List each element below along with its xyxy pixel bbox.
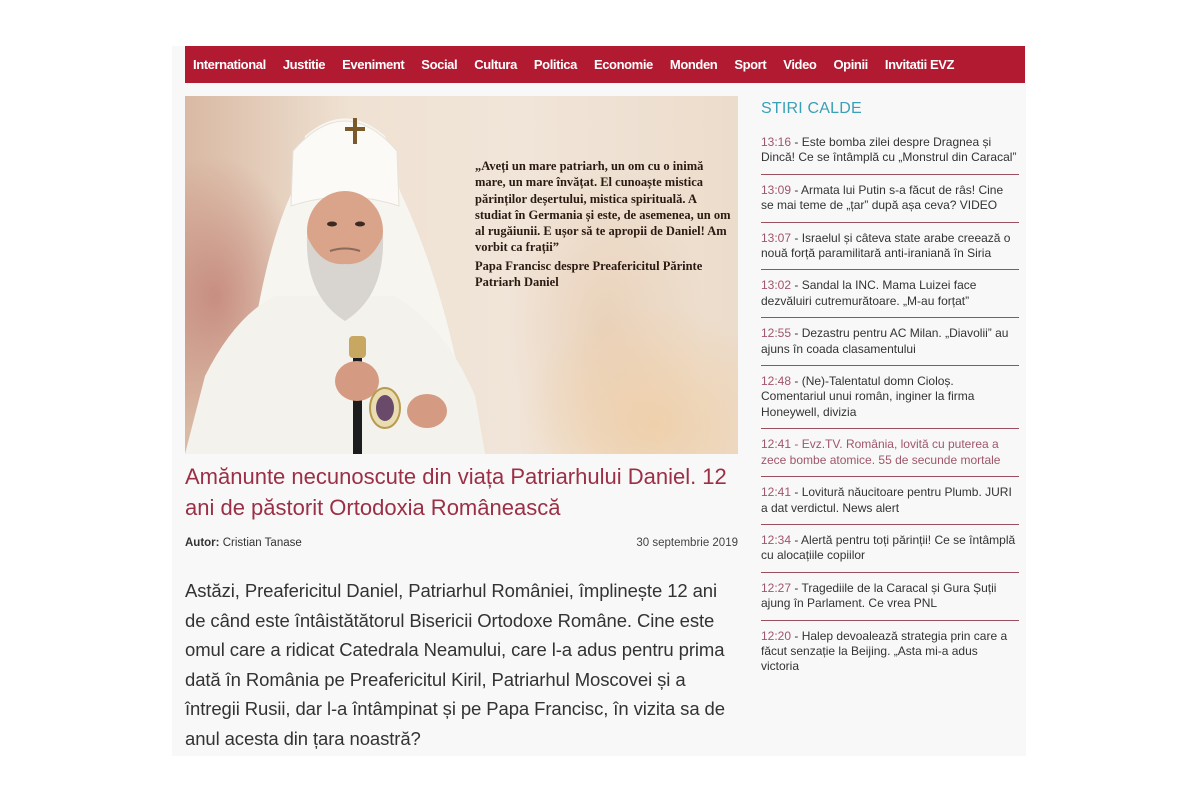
news-time: 12:20 — [761, 628, 792, 643]
news-headline[interactable]: Dezastru pentru AC Milan. „Diavolii” au ajuns în coada clasamentului — [761, 326, 1009, 356]
hero-image[interactable] — [185, 96, 738, 454]
news-item[interactable]: 12:20 - Halep devoalează strategia prin care a făcut senzație la Beijing. „Asta mi-a adus victoria — [761, 628, 1008, 674]
news-time: 12:34 — [761, 532, 792, 547]
news-time: 13:07 — [761, 230, 792, 245]
news-headline[interactable]: (Ne)-Talentatul domn Cioloș. Comentariul unui român, inginer la firma Honeywell, divizia — [761, 374, 975, 419]
hero-quote — [475, 158, 735, 290]
news-item[interactable]: 13:09 - Armata lui Putin s-a făcut de râs! Cine se mai teme de „țar” după așa ceva? VIDEO — [761, 183, 1019, 223]
nav-item-cultura[interactable]: Cultura — [474, 57, 517, 72]
news-item[interactable]: 12:41 - Lovitură năucitoare pentru Plumb. JURI a dat verdictul. News alert — [761, 485, 1019, 525]
news-headline[interactable]: Lovitură năucitoare pentru Plumb. JURI a dat verdictul. News alert — [761, 485, 1012, 515]
nav-item-eveniment[interactable]: Eveniment — [342, 57, 405, 72]
news-item[interactable]: 13:02 - Sandal la INC. Mama Luizei face dezvăluiri cutremurătoare. „M-au forțat” — [761, 278, 1019, 318]
nav-item-video[interactable]: Video — [783, 57, 817, 72]
news-headline[interactable]: Tragediile de la Caracal și Gura Șuții ajung în Parlament. Ce vrea PNL — [761, 580, 997, 611]
nav-item-invitatii-evz[interactable]: Invitatii EVZ — [884, 57, 955, 72]
news-time: 12:27 — [761, 580, 792, 595]
news-time: 12:41 — [761, 437, 792, 452]
hot-news-sidebar — [761, 100, 1019, 691]
main-navbar — [185, 46, 1025, 83]
article-lead-paragraph: Astăzi, Preafericitul Daniel, Patriarhul României, împlinește 12 ani de când este întâistătătorul Bisericii Ortodoxe Române. Cine este omul care a ridicat Catedrala Neamului, care l-a adus pentru prima dată în România pe Preafericitul Kiril, Patriarhul Moscovei și a întregii Rusii, dar l-a întâmpinat și pe Papa Francisc, în vizita sa de anul acesta din țara noastră? — [185, 580, 725, 749]
nav-item-politica[interactable]: Politica — [533, 57, 577, 72]
news-headline[interactable]: Israelul și câteva state arabe creează o nouă forță paramilitară anti-iraniană în Siria — [761, 230, 1011, 261]
article-meta — [185, 537, 738, 549]
article-date: 30 septembrie 2019 — [636, 537, 738, 549]
author-name[interactable]: Cristian Tanase — [222, 537, 302, 549]
news-item-visited[interactable]: 12:41 - Evz.TV. România, lovită cu puterea a zece bombe atomice. 55 de secunde mortale — [761, 437, 1019, 477]
sidebar-title: STIRI CALDE — [761, 100, 862, 117]
quote-attribution: Papa Francisc despre Preafericitul Părinte Patriarh Daniel — [475, 258, 703, 290]
news-headline[interactable]: Alertă pentru toți părinții! Ce se întâmplă cu alocațiile copiilor — [761, 532, 1016, 563]
author-info — [185, 537, 302, 549]
nav-item-social[interactable]: Social — [421, 57, 458, 72]
news-time: 13:16 — [761, 135, 792, 149]
quote-text: „Aveți un mare patriarh, un om cu o inimă mare, un mare învățat. El cunoaște mistica părinților deșertului, mistica spirituală. A studiat în Germania și este, de asemenea, un om al rugăiunii. E ușor să te apropii de Daniel! Am vorbit ca frații” — [475, 159, 731, 255]
article-title[interactable]: Amănunte necunoscute din viața Patriarhului Daniel. 12 ani de păstorit Ortodoxia Românească — [185, 464, 727, 520]
news-headline[interactable]: Sandal la INC. Mama Luizei face dezvăluiri cutremurătoare. „M-au forțat” — [761, 278, 977, 308]
news-item[interactable]: 13:16 - Este bomba zilei despre Dragnea și Dincă! Ce se întâmplă cu „Monstrul din Caracal” — [761, 135, 1019, 175]
news-time: 13:02 — [761, 278, 792, 293]
news-time: 12:48 — [761, 374, 792, 389]
nav-item-sport[interactable]: Sport — [734, 57, 767, 72]
news-item[interactable]: 12:34 - Alertă pentru toți părinții! Ce se întâmplă cu alocațiile copiilor — [761, 533, 1019, 573]
nav-item-international[interactable]: International — [193, 57, 266, 72]
news-headline[interactable]: Halep devoalează strategia prin care a făcut senzație la Beijing. „Asta mi-a adus victoria — [761, 628, 1008, 674]
news-time: 13:09 — [761, 182, 792, 197]
news-item[interactable]: 12:55 - Dezastru pentru AC Milan. „Diavolii” au ajuns în coada clasamentului — [761, 326, 1019, 366]
news-item[interactable]: 13:07 - Israelul și câteva state arabe creează o nouă forță paramilitară anti-iraniană în Siria — [761, 231, 1019, 271]
news-headline[interactable]: Este bomba zilei despre Dragnea și Dincă! Ce se întâmplă cu „Monstrul din Caracal” — [761, 135, 1017, 165]
nav-item-economie[interactable]: Economie — [593, 57, 653, 72]
patriarch-figure-image — [185, 96, 485, 454]
news-item[interactable]: 12:27 - Tragediile de la Caracal și Gura Șuții ajung în Parlament. Ce vrea PNL — [761, 581, 1019, 621]
news-time: 12:41 — [761, 485, 792, 500]
news-time: 12:55 — [761, 326, 792, 341]
nav-item-opinii[interactable]: Opinii — [833, 57, 868, 72]
news-item[interactable]: 12:48 - (Ne)-Talentatul domn Cioloș. Comentariul unui român, inginer la firma Honeywell, divizia — [761, 374, 1019, 429]
nav-item-justitie[interactable]: Justitie — [282, 57, 326, 72]
news-headline[interactable]: Armata lui Putin s-a făcut de râs! Cine se mai teme de „țar” după așa ceva? VIDEO — [761, 182, 1004, 213]
author-label: Autor: — [185, 537, 220, 549]
news-headline[interactable]: Evz.TV. România, lovită cu puterea a zece bombe atomice. 55 de secunde mortale — [761, 437, 1001, 467]
nav-item-monden[interactable]: Monden — [669, 57, 718, 72]
